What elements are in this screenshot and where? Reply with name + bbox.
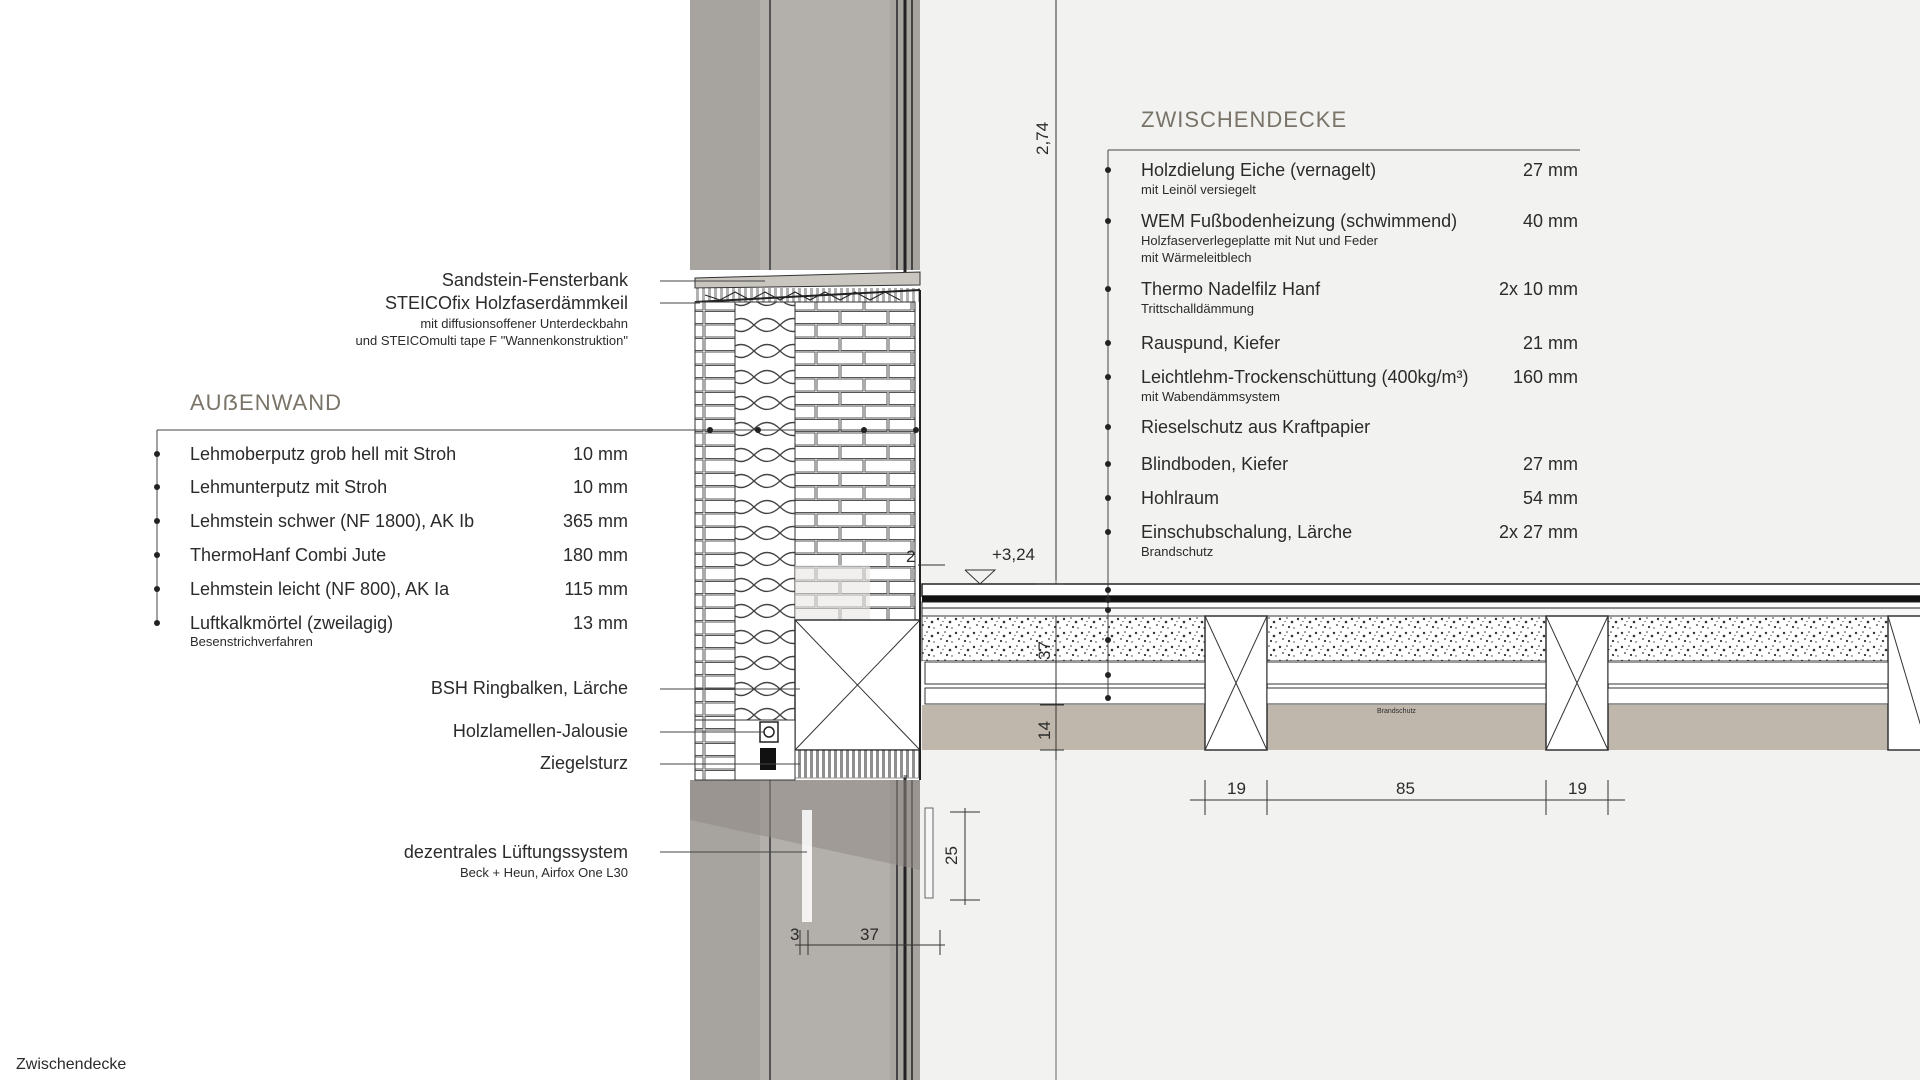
zwischendecke-item-note: Trittschalldämmung (1141, 301, 1254, 316)
aussenwand-item-value: 365 mm (562, 511, 628, 531)
dim-beam-height: 37 (1035, 641, 1054, 660)
dim-wall-offset: 2 (906, 547, 916, 566)
dim-spacing-1: 19 (1227, 779, 1246, 798)
zwischendecke-bullet (1105, 286, 1111, 292)
zwischendecke-item-label: WEM Fußbodenheizung (schwimmend) (1141, 211, 1458, 231)
dim-spacing-2: 85 (1396, 779, 1415, 798)
small-label: Brandschutz (1377, 708, 1416, 715)
aussenwand-item-value: 10 mm (572, 477, 628, 497)
zwischendecke-bullet (1105, 461, 1111, 467)
zwischendecke-item-label: Leichtlehm-Trockenschüttung (400kg/m³) (1141, 367, 1469, 387)
zwischendecke-item-value: 40 mm (1522, 211, 1578, 231)
component-label: Ziegelsturz (539, 753, 628, 773)
zwischendecke-item-label: Rauspund, Kiefer (1141, 333, 1281, 353)
blind-slats (760, 748, 776, 770)
zwischendecke-title: ZWISCHENDECKE (1141, 107, 1348, 132)
dim-vent-height: 25 (942, 846, 961, 865)
zwischendecke-bullet (1105, 374, 1111, 380)
rauspund (922, 608, 1920, 616)
sandstone-sill (695, 272, 920, 288)
aussenwand-bullet (154, 586, 160, 592)
dim-bottom-2: 37 (860, 925, 879, 944)
aussenwand-bullet (154, 484, 160, 490)
aussenwand-item-label: Luftkalkmörtel (zweilagig) (190, 613, 394, 633)
vent-unit (802, 810, 812, 922)
aussenwand-bullet (154, 518, 160, 524)
drawing-caption: Zwischendecke (16, 1056, 127, 1073)
aussenwand-bullet (154, 552, 160, 558)
aussenwand-legend (154, 390, 628, 649)
aussenwand-item-label: Lehmstein leicht (NF 800), AK Ia (190, 579, 450, 599)
component-labels (356, 270, 629, 880)
zwischendecke-item-note: Holzfaserverlegeplatte mit Nut und Feder (1141, 233, 1379, 248)
zwischendecke-item-value: 160 mm (1512, 367, 1578, 387)
aussenwand-bullet (154, 451, 160, 457)
zwischendecke-item-label: Thermo Nadelfilz Hanf (1141, 279, 1321, 299)
aussenwand-title: AUẞENWAND (190, 390, 342, 415)
hemp-insulation (735, 302, 795, 780)
zwischendecke-item-value: 54 mm (1522, 488, 1578, 508)
component-label: Sandstein-Fensterbank (441, 270, 628, 290)
zwischendecke-item-value: 21 mm (1522, 333, 1578, 353)
oak-floor (922, 584, 1920, 596)
aussenwand-item-label: Lehmunterputz mit Stroh (190, 477, 388, 497)
zwischendecke-item-label: Holzdielung Eiche (vernagelt) (1141, 160, 1377, 180)
zwischendecke-item-value: 27 mm (1522, 160, 1578, 180)
zwischendecke-bullet (1105, 424, 1111, 430)
aussenwand-bullet (154, 620, 160, 626)
component-label: STEICOfix Holzfaserdämmkeil (384, 293, 628, 313)
aussenwand-item-label: Lehmoberputz grob hell mit Stroh (190, 444, 457, 464)
dim-level: +3,24 (992, 545, 1036, 564)
brick-lintel (795, 750, 920, 778)
zwischendecke-item-label: Rieselschutz aus Kraftpapier (1141, 417, 1371, 437)
zwischendecke-item-label: Blindboden, Kiefer (1141, 454, 1289, 474)
window-upper (760, 0, 890, 270)
aussenwand-item-note: Besenstrichverfahren (190, 634, 313, 649)
zwischendecke-item-note: mit Leinöl versiegelt (1141, 182, 1256, 197)
zwischendecke-item-note: Brandschutz (1141, 544, 1214, 559)
zwischendecke-item-note: mit Wabendämmsystem (1141, 389, 1280, 404)
component-label: dezentrales Lüftungssystem (403, 842, 628, 862)
aussenwand-item-value: 13 mm (572, 613, 628, 633)
zwischendecke-item-label: Einschubschalung, Lärche (1141, 522, 1353, 542)
zwischendecke-bullet (1105, 529, 1111, 535)
zwischendecke-item-value: 2x 27 mm (1498, 522, 1578, 542)
component-label: Holzlamellen-Jalousie (452, 721, 628, 741)
clay-fill (922, 616, 1920, 661)
component-label-note: mit diffusionsoffener Unterdeckbahn (420, 316, 628, 331)
zwischendecke-bullet (1105, 218, 1111, 224)
dim-bottom-1: 3 (790, 925, 800, 944)
zwischendecke-bullet (1105, 340, 1111, 346)
zwischendecke-bullet (1105, 495, 1111, 501)
floor-heating (922, 596, 1920, 602)
aussenwand-item-label: ThermoHanf Combi Jute (190, 545, 387, 565)
component-label-note: und STEICOmulti tape F "Wannenkonstruktion" (355, 333, 628, 348)
room-background (920, 0, 1920, 1080)
zwischendecke-item-value: 2x 10 mm (1498, 279, 1578, 299)
zwischendecke-item-label: Hohlraum (1141, 488, 1220, 508)
aussenwand-item-value: 10 mm (572, 444, 628, 464)
aussenwand-item-label: Lehmstein schwer (NF 1800), AK Ib (190, 511, 475, 531)
zwischendecke-item-value: 27 mm (1522, 454, 1578, 474)
dim-spacing-3: 19 (1568, 779, 1587, 798)
component-label-note: Beck + Heun, Airfox One L30 (459, 865, 628, 880)
zwischendecke-item-note: mit Wärmeleitblech (1141, 250, 1252, 265)
dim-height-total: 2,74 (1033, 121, 1052, 155)
component-label: BSH Ringbalken, Lärche (430, 678, 628, 698)
zwischendecke-bullet (1105, 167, 1111, 173)
cladding-board (922, 705, 1920, 750)
dim-cladding: 14 (1035, 721, 1054, 740)
aussenwand-item-value: 115 mm (564, 579, 628, 599)
aussenwand-item-value: 180 mm (562, 545, 628, 565)
blind-floor-boards (925, 662, 1888, 704)
